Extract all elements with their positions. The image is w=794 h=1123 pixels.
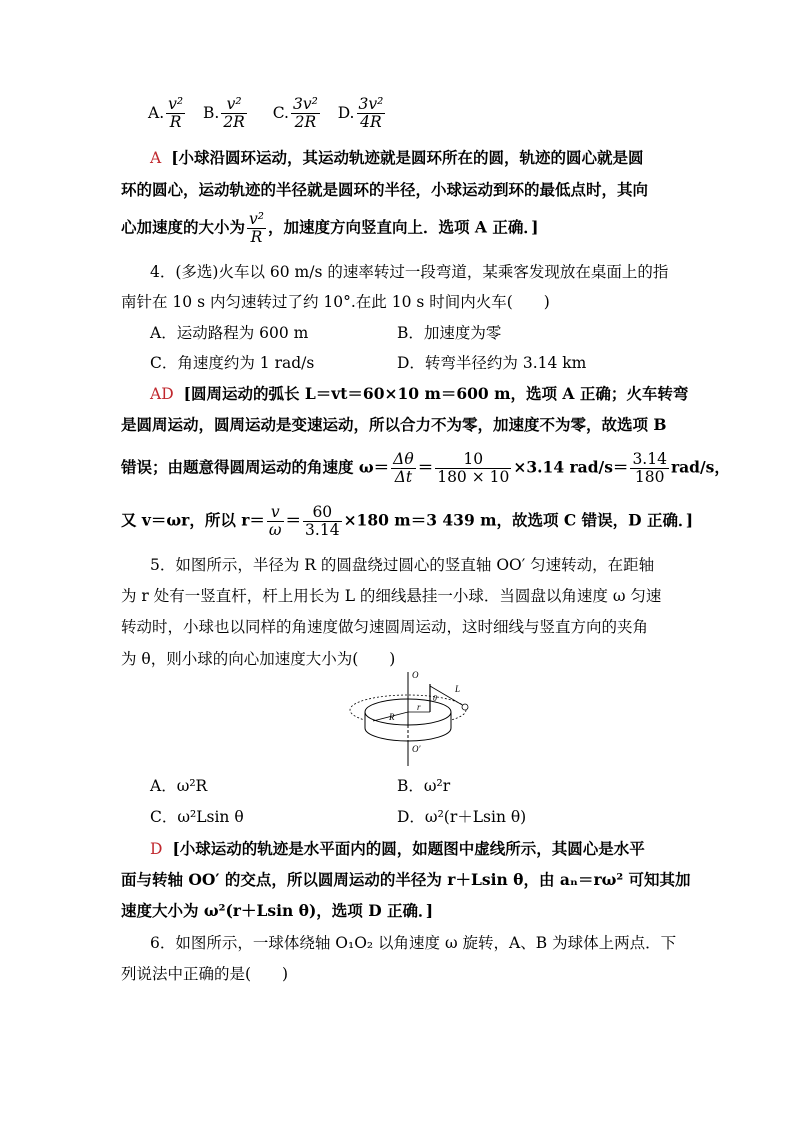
q6-stem-line-1: 6．如图所示，一球体绕轴 O₁O₂ 以角速度 ω 旋转，A、B 为球体上两点．下 xyxy=(150,934,677,952)
q5-figure xyxy=(345,668,480,770)
q4-stem-line-2: 南针在 10 s 内匀速转过了约 10°.在此 10 s 时间内火车( ) xyxy=(121,293,550,311)
q4-explanation-line-3: 错误；由题意得圆周运动的角速度 ω＝ $\frac{\Delta\theta}{\Delta t}$ ＝ $\frac{10}{180 \times 10}$ ×3.14 rad/s＝ $\frac{3.14}{180}$ rad/s， xyxy=(121,450,730,486)
q5-option-d: D．ω²(r＋Lsin θ) xyxy=(397,808,527,826)
q5-stem-line-3: 转动时，小球也以同样的角速度做匀速圆周运动，这时细线与竖直方向的夹角 xyxy=(121,618,649,636)
figure-label-L: L xyxy=(455,684,461,694)
q5-explanation-line-1: D [小球运动的轨迹是水平面内的圆，如题图中虚线所示，其圆心是水平 xyxy=(150,839,645,858)
figure-ball xyxy=(462,704,468,710)
q4-explanation-line-4: 又 v＝ωr，所以 r＝ $\frac{v}{\omega}$ ＝ $\frac{60}{3.14}$ ×180 m＝3 439 m，故选项 C 错误，D 正确．] xyxy=(121,503,694,539)
q4-stem-line-1: 4．(多选)火车以 60 m/s 的速率转过一段弯道，某乘客发现放在桌面上的指 xyxy=(150,263,669,281)
q4-option-a: A．运动路程为 600 m xyxy=(150,324,309,342)
q3-choices xyxy=(148,96,387,131)
q4-answer: AD xyxy=(150,385,174,403)
q3-choice-a: A. $\frac{\text{v²}}{R}$ xyxy=(148,95,184,131)
q3-choice-c: C. $\frac{\text{3v²}}{2R}$ xyxy=(272,95,318,131)
q3-explanation-line-2: 环的圆心，运动轨迹的半径就是圆环的半径，小球运动到环的最低点时，其向 xyxy=(121,180,649,199)
q5-stem-line-2: 为 r 处有一竖直杆，杆上用长为 L 的细线悬挂一小球．当圆盘以角速度 ω 匀速 xyxy=(121,587,662,605)
q3-explanation-line-1: A [小球沿圆环运动，其运动轨迹就是圆环所在的圆，轨迹的圆心就是圆 xyxy=(150,148,644,167)
q3-answer: A xyxy=(150,149,162,167)
figure-label-R: R xyxy=(389,712,395,722)
q5-explanation-line-3: 速度大小为 ω²(r＋Lsin θ)，选项 D 正确．] xyxy=(121,901,434,920)
q5-stem-line-4: 为 θ，则小球的向心加速度大小为( ) xyxy=(121,650,396,668)
q3-choice-d: D. $\frac{\text{3v²}}{4R}$ xyxy=(337,95,384,131)
q3-explanation-line-3: 心加速度的大小为 $\frac{\text{v²}}{R}$ ，加速度方向竖直向上．选项 A 正确．] xyxy=(121,210,539,246)
q3-choice-b: B. $\frac{\text{v²}}{2R}$ xyxy=(202,95,245,131)
figure-label-O-prime: O′ xyxy=(412,744,421,754)
q4-option-c: C．角速度约为 1 rad/s xyxy=(150,354,315,372)
q5-option-a: A．ω²R xyxy=(150,777,208,795)
figure-label-r: r xyxy=(417,702,421,712)
q5-answer: D xyxy=(150,840,163,858)
q5-explanation-line-2: 面与转轴 OO′ 的交点，所以圆周运动的半径为 r＋Lsin θ，由 aₙ＝rω² 可知其加 xyxy=(121,870,691,889)
q4-explanation-line-1: AD [圆周运动的弧长 L＝vt＝60×10 m＝600 m，选项 A 正确；火车转弯 xyxy=(150,384,689,403)
q4-option-b: B．加速度为零 xyxy=(397,324,502,342)
q5-stem-line-1: 5．如图所示，半径为 R 的圆盘绕过圆心的竖直轴 OO′ 匀速转动，在距轴 xyxy=(150,556,655,574)
figure-label-theta: θ xyxy=(433,694,437,703)
q4-option-d: D．转弯半径约为 3.14 km xyxy=(397,354,587,372)
q5-option-b: B．ω²r xyxy=(397,777,451,795)
q6-stem-line-2: 列说法中正确的是( ) xyxy=(121,965,289,983)
q5-option-c: C．ω²Lsin θ xyxy=(150,808,244,826)
q4-explanation-line-2: 是圆周运动，圆周运动是变速运动，所以合力不为零，加速度不为零，故选项 B xyxy=(121,415,667,434)
figure-label-O: O xyxy=(412,670,419,680)
